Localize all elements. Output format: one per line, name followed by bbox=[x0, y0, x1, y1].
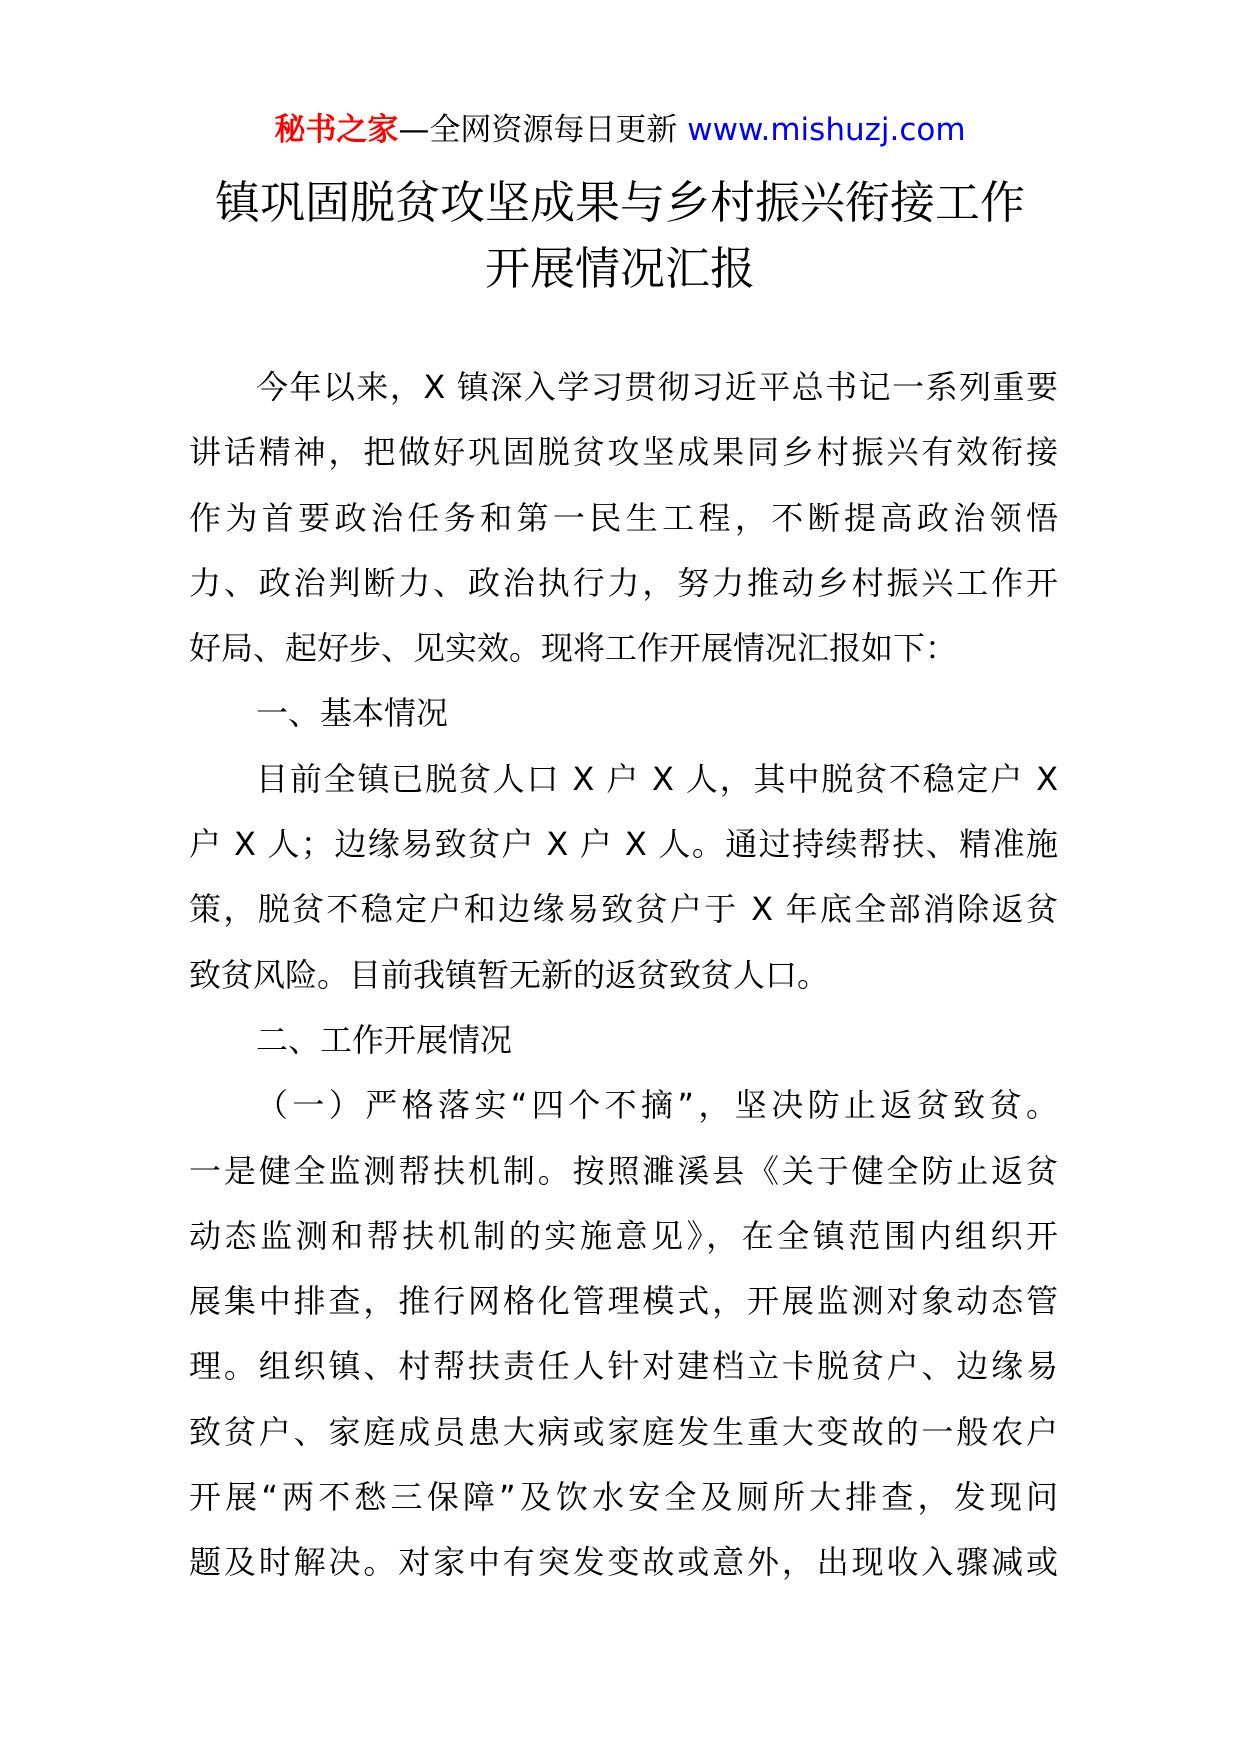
body-text-line: 户 X 人；边缘易致贫户 X 户 X 人。通过持续帮扶、精准施 bbox=[189, 825, 1058, 864]
site-header bbox=[0, 104, 1240, 149]
brand-name: 秘书之家 bbox=[274, 112, 399, 148]
site-url-link[interactable]: www.mishuzj.com bbox=[687, 112, 966, 148]
body-text-line: 讲话精神，把做好巩固脱贫攻坚成果同乡村振兴有效衔接 bbox=[189, 433, 1058, 472]
body-text-line: 题及时解决。对家中有突发变故或意外，出现收入骤减或 bbox=[189, 1543, 1058, 1582]
body-text-line: 力、政治判断力、政治执行力，努力推动乡村振兴工作开 bbox=[189, 563, 1058, 602]
body-text-line: 一是健全监测帮扶机制。按照濉溪县《关于健全防止返贫 bbox=[189, 1151, 1058, 1190]
body-text-line: 今年以来，X 镇深入学习贯彻习近平总书记一系列重要 bbox=[256, 368, 1058, 406]
body-text-line: 理。组织镇、村帮扶责任人针对建档立卡脱贫户、边缘易 bbox=[189, 1347, 1058, 1386]
document-title-line-2: 开展情况汇报 bbox=[484, 242, 755, 295]
body-text-line: 策，脱贫不稳定户和边缘易致贫户于 X 年底全部消除返贫 bbox=[189, 890, 1058, 929]
body-text-line: 致贫风险。目前我镇暂无新的返贫致贫人口。 bbox=[189, 955, 830, 994]
body-text-line: 一、基本情况 bbox=[256, 694, 449, 733]
body-text-line: （一）严格落实“四个不摘”，坚决防止返贫致贫。 bbox=[256, 1086, 1058, 1125]
body-text-line: 开展“两不愁三保障”及饮水安全及厕所大排查，发现问 bbox=[189, 1478, 1058, 1517]
header-tagline: —全网资源每日更新 bbox=[398, 112, 688, 148]
body-text-line: 作为首要政治任务和第一民生工程，不断提高政治领悟 bbox=[189, 498, 1058, 537]
body-text-line: 动态监测和帮扶机制的实施意见》，在全镇范围内组织开 bbox=[189, 1216, 1058, 1255]
body-text-line: 好局、起好步、见实效。现将工作开展情况汇报如下： bbox=[189, 629, 958, 668]
body-text-line: 目前全镇已脱贫人口 X 户 X 人，其中脱贫不稳定户 X bbox=[256, 759, 1058, 798]
body-text-line: 致贫户、家庭成员患大病或家庭发生重大变故的一般农户 bbox=[189, 1412, 1058, 1451]
body-text-line: 展集中排查，推行网格化管理模式，开展监测对象动态管 bbox=[189, 1282, 1058, 1321]
body-text-line: 二、工作开展情况 bbox=[256, 1020, 513, 1059]
document-title-line-1: 镇巩固脱贫攻坚成果与乡村振兴衔接工作 bbox=[214, 176, 1025, 229]
document-body bbox=[189, 367, 1058, 1608]
